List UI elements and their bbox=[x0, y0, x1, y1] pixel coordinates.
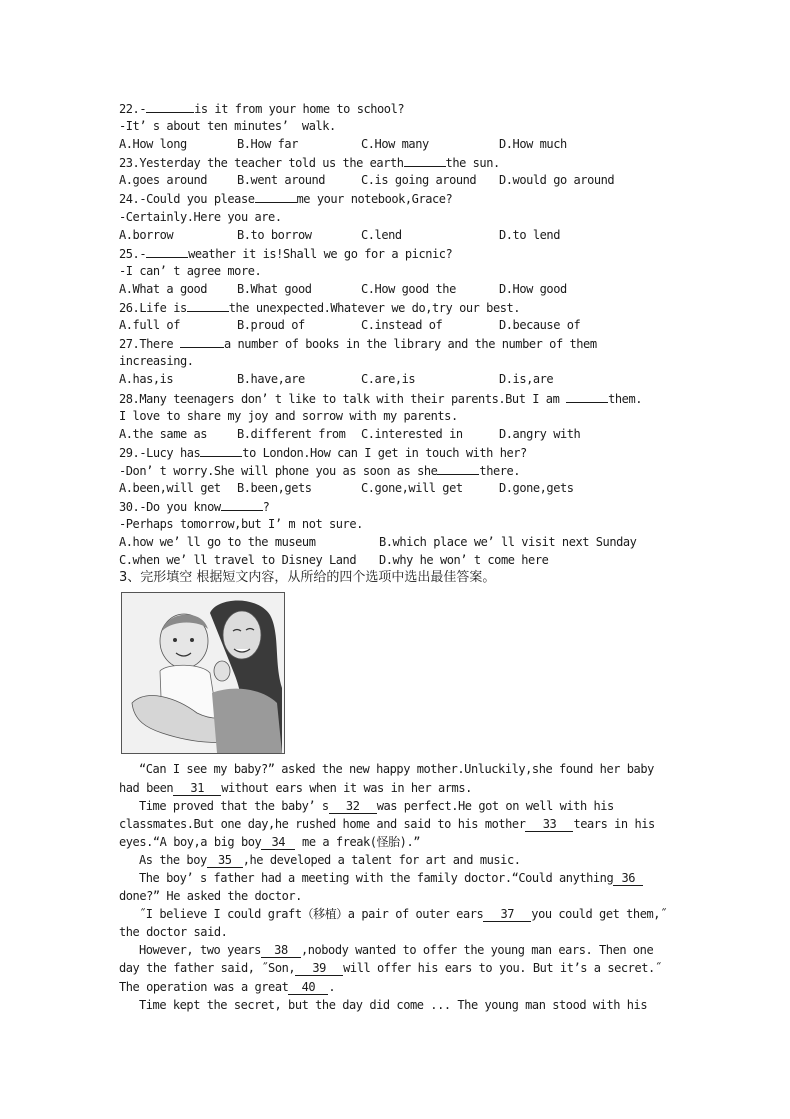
passage-text: without ears when it was in her arms. bbox=[221, 780, 472, 795]
q27-stem: 27.There bbox=[119, 337, 180, 352]
q27-stem-cont: increasing. bbox=[119, 354, 194, 369]
q22-reply: -It’ s about ten minutes’ walk. bbox=[119, 119, 336, 134]
answer-blank bbox=[146, 244, 188, 258]
q25-stem-end: weather it is!Shall we go for a picnic? bbox=[188, 246, 453, 261]
option-b: B.How far bbox=[237, 137, 298, 152]
question-23 bbox=[119, 153, 679, 171]
question-27 bbox=[119, 334, 679, 352]
option-c: C.How good the bbox=[361, 281, 456, 296]
option-c: C.How many bbox=[361, 137, 429, 152]
passage-paragraph-2 bbox=[119, 797, 679, 851]
passage-text: me a freak(怪胎).” bbox=[295, 834, 421, 849]
q27-stem-end: a number of books in the library and the number of them bbox=[223, 337, 597, 352]
option-b: B.What good bbox=[237, 281, 312, 296]
option-a: A.borrow bbox=[119, 227, 174, 242]
option-c: C.gone,will get bbox=[361, 480, 463, 495]
option-b: B.been,gets bbox=[237, 480, 312, 495]
exam-content bbox=[119, 99, 679, 1014]
answer-blank bbox=[221, 497, 263, 511]
option-c: C.interested in bbox=[361, 426, 463, 441]
option-c: C.lend bbox=[361, 227, 402, 242]
question-22 bbox=[119, 99, 679, 117]
question-24 bbox=[119, 189, 679, 207]
mother-child-illustration bbox=[122, 593, 284, 753]
option-d: D.to lend bbox=[499, 227, 560, 242]
option-a: A.been,will get bbox=[119, 480, 221, 495]
option-b: B.went around bbox=[237, 173, 326, 188]
passage-text: will offer his ears to you. But it’s a secret.˝ The operation was a great bbox=[119, 961, 662, 994]
option-d: D.How good bbox=[499, 281, 567, 296]
option-a: A.What a good bbox=[119, 281, 208, 296]
q30-options-row2 bbox=[119, 551, 679, 569]
option-b: B.different from bbox=[237, 426, 346, 441]
answer-blank bbox=[404, 153, 446, 167]
option-c: C.when we’ ll travel to Disney Land bbox=[119, 553, 357, 568]
option-a: A.goes around bbox=[119, 173, 208, 188]
q29-options bbox=[119, 479, 679, 497]
q28-stem-cont: I love to share my joy and sorrow with my parents. bbox=[119, 408, 458, 423]
question-28 bbox=[119, 389, 679, 407]
option-c: C.instead of bbox=[361, 318, 443, 333]
passage-paragraph-6 bbox=[119, 941, 679, 995]
q28-stem: 28.Many teenagers don’ t like to talk with their parents.But I am bbox=[119, 391, 567, 406]
answer-blank bbox=[437, 461, 479, 475]
q24-stem: 24.-Could you please bbox=[119, 192, 255, 207]
option-a: A.has,is bbox=[119, 372, 174, 387]
blank-40: 40 bbox=[288, 980, 328, 995]
q28-stem-end: them. bbox=[608, 391, 642, 406]
q28-options bbox=[119, 425, 679, 443]
q25-reply: -I can’ t agree more. bbox=[119, 263, 262, 278]
passage-paragraph-7 bbox=[119, 996, 679, 1014]
option-b: B.which place we’ ll visit next Sunday bbox=[379, 535, 637, 550]
q23-stem: 23.Yesterday the teacher told us the earth bbox=[119, 156, 404, 171]
blank-37: 37 bbox=[483, 907, 531, 922]
q29-stem: 29.-Lucy has bbox=[119, 445, 201, 460]
question-30 bbox=[119, 497, 679, 515]
question-25 bbox=[119, 244, 679, 262]
passage-paragraph-1 bbox=[119, 760, 679, 796]
answer-blank bbox=[187, 298, 229, 312]
passage-text: . bbox=[328, 979, 336, 994]
q24-reply: -Certainly.Here you are. bbox=[119, 209, 282, 224]
q22-stem: 22.- bbox=[119, 102, 147, 116]
option-d: D.why he won’ t come here bbox=[379, 553, 549, 568]
passage-text: done?” He asked the doctor. bbox=[119, 889, 302, 904]
passage-text: “Can I see my baby?” asked the new happy mother.Unluckily,she found her baby had been bbox=[119, 762, 654, 795]
blank-38: 38 bbox=[261, 943, 301, 958]
q29-reply bbox=[119, 461, 679, 479]
passage-text: Time kept the secret, but the day did come ... The young man stood with his bbox=[139, 997, 648, 1012]
passage-text: ,nobody wanted to offer the young man ears. Then one day the father said, ˝Son, bbox=[119, 943, 654, 976]
passage-text: you could get them,˝ the doctor said. bbox=[119, 907, 667, 940]
q29-reply-end: there. bbox=[479, 463, 521, 478]
q29-stem-end: to London.How can I get in touch with her? bbox=[242, 445, 527, 460]
q25-stem: 25.- bbox=[119, 246, 147, 261]
option-a: A.the same as bbox=[119, 426, 208, 441]
answer-blank bbox=[200, 443, 242, 457]
blank-34: 34 bbox=[261, 835, 295, 850]
option-b: B.to borrow bbox=[237, 227, 312, 242]
option-d: D.would go around bbox=[499, 173, 615, 188]
option-a: A.how we’ ll go to the museum bbox=[119, 535, 316, 550]
passage-text: However, two years bbox=[139, 943, 261, 958]
q25-options bbox=[119, 280, 679, 298]
passage-text: tears in his eyes.“A boy,a big boy bbox=[119, 816, 655, 849]
q29-reply-text: -Don’ t worry.She will phone you as soon as she bbox=[119, 463, 438, 478]
q26-stem: 26.Life is bbox=[119, 301, 187, 316]
mother-and-child-photo bbox=[121, 592, 285, 754]
q24-options bbox=[119, 226, 679, 244]
blank-36: 36 bbox=[613, 871, 643, 886]
passage-paragraph-3 bbox=[119, 851, 679, 869]
q23-options bbox=[119, 171, 679, 189]
option-d: D.angry with bbox=[499, 426, 581, 441]
answer-blank bbox=[566, 389, 608, 403]
option-b: B.have,are bbox=[237, 372, 305, 387]
option-b: B.proud of bbox=[237, 318, 305, 333]
option-d: D.is,are bbox=[499, 372, 554, 387]
blank-35: 35 bbox=[207, 853, 243, 868]
passage-text: ˝I believe I could graft（移植）a pair of outer ears bbox=[139, 907, 484, 922]
q27-options bbox=[119, 370, 679, 388]
blank-33: 33 bbox=[525, 817, 573, 832]
question-29 bbox=[119, 443, 679, 461]
q22-stem-end: is it from your home to school? bbox=[194, 102, 405, 116]
passage-text: The boy’ s father had a meeting with the family doctor.“Could anything bbox=[139, 871, 614, 885]
q30-reply: -Perhaps tomorrow,but I’ m not sure. bbox=[119, 517, 363, 532]
q26-options bbox=[119, 316, 679, 334]
option-d: D.gone,gets bbox=[499, 480, 574, 495]
blank-32: 32 bbox=[329, 799, 377, 814]
q30-stem-end: ? bbox=[262, 500, 270, 515]
q23-stem-end: the sun. bbox=[445, 156, 500, 171]
blank-39: 39 bbox=[295, 961, 343, 976]
q26-stem-end: the unexpected.Whatever we do,try our best. bbox=[228, 301, 521, 316]
q24-stem-end: me your notebook,Grace? bbox=[296, 192, 453, 207]
question-26 bbox=[119, 298, 679, 316]
option-d: D.How much bbox=[499, 137, 567, 152]
q30-stem: 30.-Do you know bbox=[119, 500, 221, 515]
passage-paragraph-4 bbox=[119, 869, 679, 905]
option-c: C.is going around bbox=[361, 173, 477, 188]
answer-blank bbox=[180, 334, 224, 348]
option-a: A.full of bbox=[119, 318, 180, 333]
option-a: A.How long bbox=[119, 137, 187, 152]
q22-options bbox=[119, 135, 679, 153]
passage-text: ,he developed a talent for art and music. bbox=[242, 852, 521, 867]
passage-text: was perfect.He got on well with his classmates.But one day,he rushed home and said to his mother bbox=[119, 798, 614, 831]
section-3-title: 3、完形填空 根据短文内容，从所给的四个选项中选出最佳答案。 bbox=[119, 570, 496, 586]
answer-blank bbox=[255, 189, 297, 203]
blank-31: 31 bbox=[173, 781, 221, 796]
passage-text: Time proved that the baby’ s bbox=[139, 798, 329, 813]
answer-blank bbox=[146, 99, 194, 113]
option-d: D.because of bbox=[499, 318, 581, 333]
passage-paragraph-5 bbox=[119, 905, 679, 941]
passage-text: As the boy bbox=[139, 852, 207, 867]
option-c: C.are,is bbox=[361, 372, 416, 387]
q30-options-row1 bbox=[119, 533, 679, 551]
